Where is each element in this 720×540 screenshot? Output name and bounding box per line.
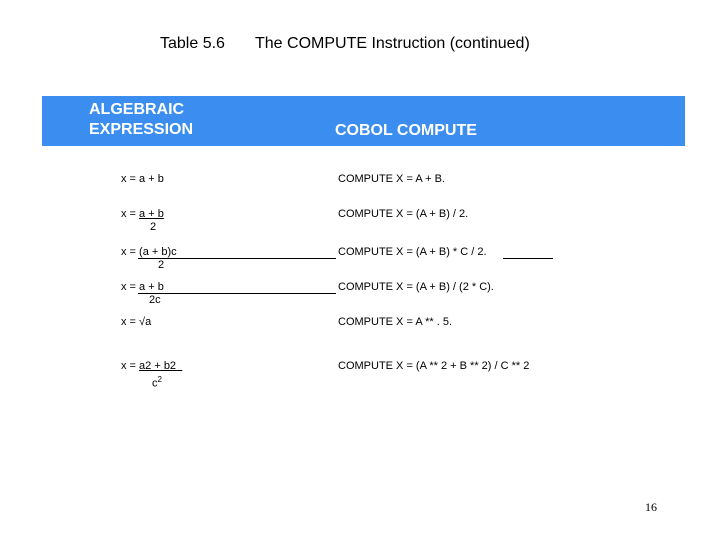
- expr-prefix: x =: [121, 208, 140, 220]
- header-left-line2: EXPRESSION: [89, 121, 194, 138]
- page-number: 16: [645, 500, 657, 514]
- expr-numerator: a + b: [139, 208, 164, 220]
- expr-prefix: x =: [121, 246, 140, 258]
- table-title: The COMPUTE Instruction (continued): [255, 35, 530, 52]
- cobol-statement: COMPUTE X = (A + B) / 2.: [338, 208, 469, 220]
- cobol-statement: COMPUTE X = (A + B) * C / 2.: [338, 246, 487, 258]
- cobol-statement: COMPUTE X = (A ** 2 + B ** 2) / C ** 2: [338, 360, 530, 372]
- denominator-base: c: [152, 377, 158, 390]
- cobol-statement: COMPUTE X = A + B.: [338, 173, 445, 185]
- header-cobol-compute: COBOL COMPUTE: [335, 122, 477, 139]
- fraction-rule: [138, 258, 336, 259]
- expr-denominator: 2: [158, 259, 165, 271]
- fraction-rule: [138, 293, 336, 294]
- expr-denominator: [152, 373, 162, 391]
- cobol-rule: [503, 258, 553, 259]
- header-left-line1: ALGEBRAIC: [89, 101, 185, 118]
- expr-numerator: a2 + b2: [139, 360, 177, 372]
- expr-prefix: x =: [121, 360, 140, 372]
- table-header: [42, 96, 685, 146]
- expr-denominator: 2c: [149, 294, 161, 306]
- table-label: Table 5.6: [160, 35, 225, 52]
- algebraic-expression: [121, 208, 164, 221]
- expr-numerator: a + b: [139, 281, 164, 293]
- cobol-statement: COMPUTE X = A ** . 5.: [338, 316, 453, 328]
- denominator-exponent: 2: [157, 375, 162, 384]
- algebraic-expression: x = a + b: [121, 173, 164, 185]
- cobol-statement: COMPUTE X = (A + B) / (2 * C).: [338, 281, 494, 293]
- expr-denominator: 2: [150, 221, 157, 233]
- algebraic-expression: x = √a: [121, 316, 152, 328]
- expr-prefix: x =: [121, 281, 140, 293]
- algebraic-expression: [121, 360, 182, 373]
- header-algebraic-expression: [89, 100, 193, 140]
- expr-numerator: (a + b)c: [139, 246, 177, 258]
